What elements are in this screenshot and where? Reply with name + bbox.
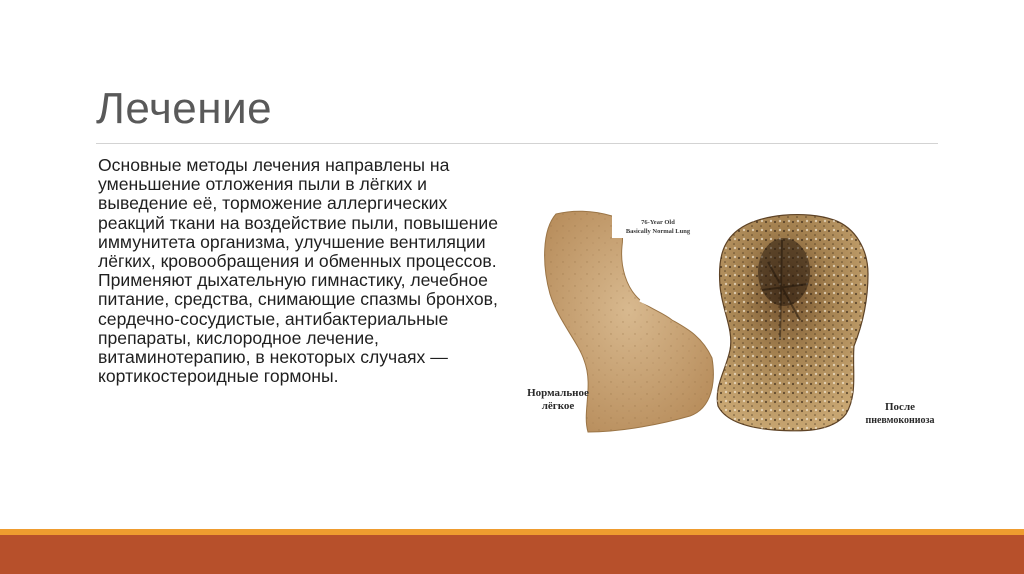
lung-comparison-image: [512, 210, 936, 436]
diseased-lung-image: [717, 215, 868, 431]
right-caption-line1: После: [885, 401, 915, 413]
lung-comparison-figure: [512, 210, 936, 436]
footer-band: [0, 535, 1024, 574]
slide-title: Лечение: [96, 84, 273, 133]
inset-label-line1: 76-Year Old: [641, 219, 675, 226]
right-caption-line2: пневмокониоза: [865, 415, 935, 426]
left-caption-line2: лёгкое: [541, 400, 575, 412]
left-caption-line1: Нормальное: [527, 387, 589, 399]
title-divider: [96, 143, 938, 144]
inset-label-line2: Basically Normal Lung: [625, 228, 691, 235]
slide-body-text: Основные методы лечения направлены на уменьшение отложения пыли в лёгких и выведение её, торможение аллергических реакций ткани на воздействие пыли, повышение иммунитета организма, улучшение вентиляции лёгких, кровообращения и обменных процессов. Применяют дыхательную гимнастику, лечебное питание, средства, снимающие спазмы бронхов, сердечно-сосудистые, антибактериальные препараты, кислородное лечение, витаминотерапию, в некоторых случаях — кортикостероидные гормоны.: [98, 155, 498, 387]
